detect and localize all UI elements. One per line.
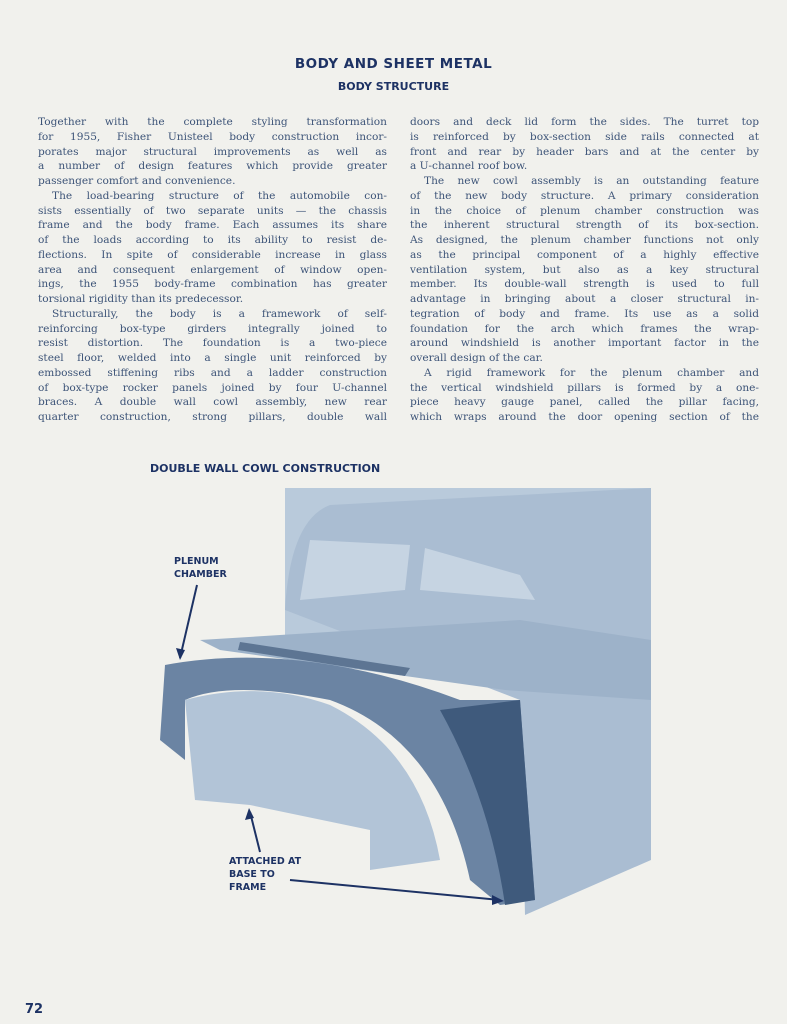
text-line: The new cowl assembly is an outstanding feature [424,175,759,187]
plenum-arrowhead [176,648,185,660]
text-line: of the new body structure. A primary consideration [410,189,759,202]
text-line: front and rear by header bars and at the center by [410,145,759,158]
page-title: BODY AND SHEET METAL [294,56,493,72]
text-line: overall design of the car. [410,352,543,364]
text-line: sists essentially of two separate units — the chassis [38,204,387,217]
label-line: PLENUM [174,556,219,567]
plenum-arrow [180,585,197,658]
text-line: The load-bearing structure of the automobile con- [52,189,387,202]
text-line: a number of design features which provide greater [38,160,387,173]
text-line: is reinforced by box-section side rails connected at [410,130,759,143]
base-arrow-right [290,880,500,900]
text-line: reinforcing box-type girders integrally joined to [38,322,387,335]
label-line: CHAMBER [174,569,227,580]
text-line: Structurally, the body is a framework of self- [52,307,387,320]
text-line: passenger comfort and convenience. [38,175,236,187]
text-line: ings, the 1955 body-frame combination has greater [38,278,387,291]
page-number: 72 [25,1002,44,1017]
text-line: flections. In spite of considerable increase in glass [38,248,387,261]
text-line: of the loads according to its ability to resist de- [38,234,387,246]
text-line: which wraps around the door opening section of the [410,411,759,423]
text-line: Together with the complete styling transformation [38,116,387,128]
label-line: FRAME [229,882,267,893]
text-line: resist distortion. The foundation is a two-piece [38,337,387,350]
figure-caption: DOUBLE WALL COWL CONSTRUCTION [150,462,381,475]
text-line: foundation for the arch which frames the wrap- [410,322,759,335]
label-line: ATTACHED AT [229,856,302,867]
text-line: A rigid framework for the plenum chamber and [424,366,759,379]
text-line: braces. A double wall cowl assembly, new rear [38,396,387,409]
text-line: around windshield is another important factor in the [410,337,759,350]
text-line: in the choice of plenum chamber construction was [410,204,759,217]
text-line: tegration of body and frame. Its use as a solid [410,307,759,320]
text-line: the vertical windshield pillars is formed by a one- [410,381,759,394]
text-line: the inherent structural strength of its box-section. [410,219,759,232]
text-line: piece heavy gauge panel, called the pillar facing, [410,396,759,409]
plenum-chamber-label [174,555,227,581]
text-line: As designed, the plenum chamber functions not only [410,234,759,246]
text-line: of box-type rocker panels joined by four U-channel [38,381,387,394]
text-line: steel floor, welded into a single unit reinforced by [38,352,387,364]
text-line: porates major structural improvements as well as [38,145,387,158]
attached-base-label [229,855,301,894]
text-line: frame and the body frame. Each assumes its share [38,219,387,232]
text-line: advantage in bringing about a closer structural in- [410,293,759,305]
text-line: embossed stiffening ribs and a ladder construction [38,366,387,379]
text-line: as the principal component of a highly effective [410,248,759,261]
text-line: torsional rigidity than its predecessor. [38,293,244,305]
rear-window [300,540,410,600]
text-line: quarter construction, strong pillars, double wall [38,411,387,423]
text-line: doors and deck lid form the sides. The turret top [410,116,759,128]
text-line: a U-channel roof bow. [410,160,528,173]
text-line: member. Its double-wall strength is used to full [410,278,759,291]
text-line: ventilation system, but also as a key structural [410,263,759,276]
section-title: BODY STRUCTURE [337,80,450,93]
label-line: BASE TO [229,869,275,880]
text-line: area and consequent enlargement of window open- [38,263,387,276]
text-line: for 1955, Fisher Unisteel body construction incor- [38,130,387,143]
